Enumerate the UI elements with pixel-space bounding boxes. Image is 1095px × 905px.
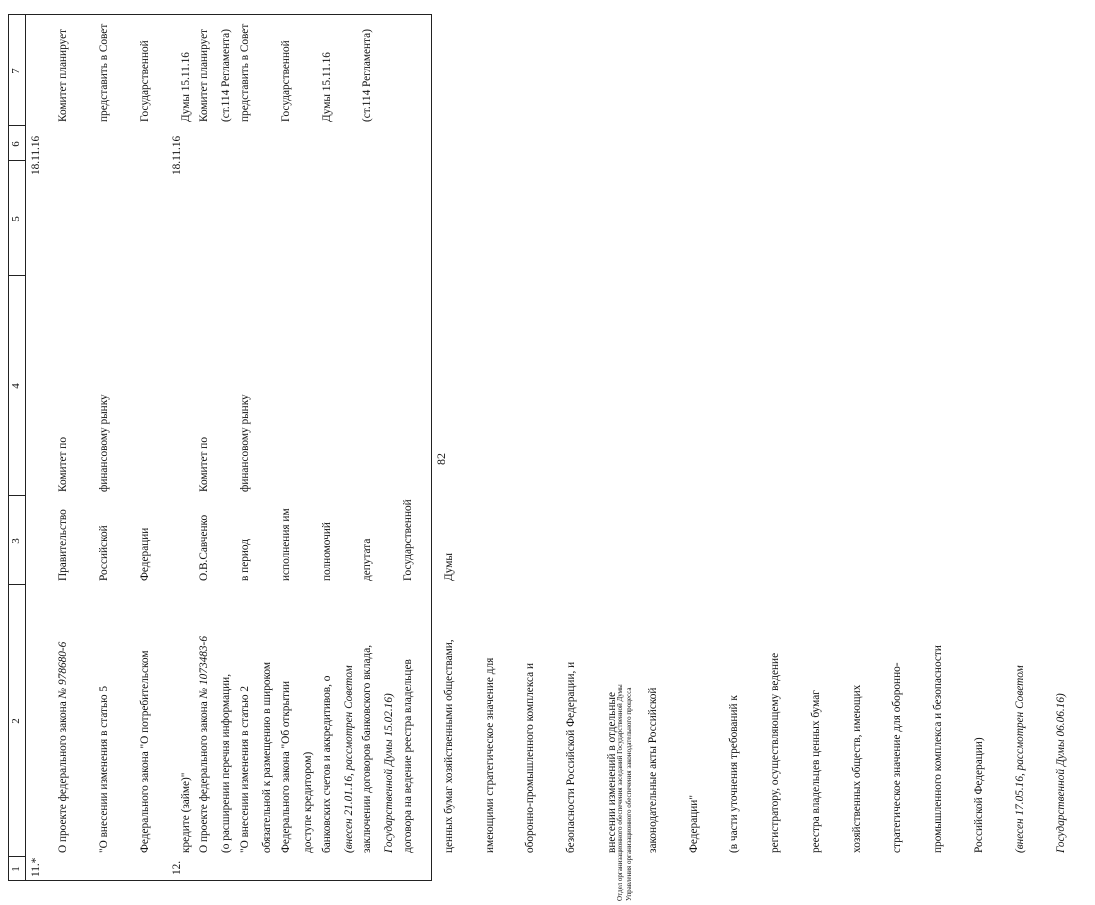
row-11-title-line-7: доступе кредитором) bbox=[301, 751, 314, 853]
row-12-bill-number: № 1073483-6 bbox=[198, 636, 211, 699]
col-border-3 bbox=[8, 495, 25, 496]
row-12-initiator bbox=[171, 499, 484, 581]
row-12-title-line: имеющими стратегическое значение для bbox=[483, 657, 496, 853]
row-12-initiator-line: в период bbox=[238, 539, 251, 581]
row-11-initiator bbox=[30, 509, 180, 581]
row-11-initiator-line: Федерации bbox=[138, 527, 151, 581]
row-12-initiator-line: Государственной bbox=[402, 499, 415, 581]
header-col-5: 5 bbox=[10, 216, 22, 222]
col-border-2 bbox=[8, 584, 25, 585]
row-11-remarks-line: представить в Совет bbox=[97, 23, 110, 122]
header-col-6: 6 bbox=[10, 141, 22, 147]
row-12-title-line: договора на ведение реестра владельцев bbox=[402, 659, 415, 853]
row-12-title-line: Федерального закона "Об открытии bbox=[279, 680, 292, 853]
row-12-remarks-line: Государственной bbox=[279, 40, 292, 122]
row-12-title-line: оборонно-промышленного комплекса и bbox=[524, 662, 537, 853]
col-border-7 bbox=[8, 14, 432, 15]
footer-line-2: Управления организационного обеспечения законодательного процесса bbox=[625, 687, 633, 901]
row-12-title-line: банковских счетов и аккредитивов, о bbox=[320, 675, 333, 853]
footer-line-1: Отдел организационного обеспечения заседаний Государственной Думы bbox=[616, 684, 624, 901]
row-12-committee bbox=[171, 394, 280, 492]
row-12-title-line: промышленного комплекса и безопасности bbox=[932, 645, 945, 853]
row-12-title-line: Федерации" bbox=[687, 795, 700, 853]
row-11-remarks-line: Комитет планирует bbox=[57, 28, 70, 122]
row-12-title-line: реестра владельцев ценных бумаг bbox=[809, 690, 822, 853]
row-12-title-line: (в части уточнения требований к bbox=[728, 695, 741, 853]
header-col-2: 2 bbox=[10, 718, 22, 724]
row-12-initiator-line: Думы bbox=[442, 553, 455, 581]
row-12-initiator-line: полномочий bbox=[320, 522, 333, 581]
row-12-title-line: хозяйственных обществ, имеющих bbox=[850, 684, 863, 853]
row-12-title-line: "О внесении изменения в статью 2 bbox=[238, 685, 251, 853]
header-col-4: 4 bbox=[10, 383, 22, 389]
row-11-title-line-3: Федерального закона "О потребительском bbox=[138, 650, 151, 853]
row-11-title-line-1: О проекте федерального закона bbox=[57, 698, 70, 853]
header-col-7: 7 bbox=[10, 68, 22, 74]
row-12-initiator-line: О.В.Савченко bbox=[198, 514, 211, 581]
row-11-initiator-line: Правительство bbox=[57, 509, 70, 581]
row-12-initiator-line: исполнения им bbox=[279, 508, 292, 581]
row-11-title-line-4: кредите (займе)" bbox=[179, 772, 192, 853]
row-11-initiator-line: Российской bbox=[97, 525, 110, 581]
row-12-title-line: ценных бумаг хозяйственными обществами, bbox=[442, 639, 455, 853]
row-11-committee-line: Комитет по bbox=[57, 436, 70, 492]
row-11-note-line-1: (внесен 21.01.16, рассмотрен Советом bbox=[342, 665, 355, 853]
row-11-date: 18.11.16 bbox=[30, 135, 42, 175]
header-col-1: 1 bbox=[10, 866, 22, 872]
row-11-remarks-line: Государственной bbox=[138, 40, 151, 122]
row-11-committee-line: финансовому рынку bbox=[97, 394, 110, 492]
row-11-bill-number: № 978680-6 bbox=[57, 641, 70, 699]
row-12-title-line: Российской Федерации) bbox=[973, 737, 986, 853]
header-col-3: 3 bbox=[10, 538, 22, 544]
row-12-title-line: заключении договоров банковского вклада, bbox=[361, 644, 374, 853]
row-11-title-line-2: "О внесении изменения в статью 5 bbox=[97, 685, 110, 853]
row-12-note-line: (внесен 17.05.16, рассмотрен Советом bbox=[1013, 665, 1026, 853]
header-bottom-border bbox=[25, 15, 26, 881]
table-top-border bbox=[8, 15, 9, 881]
row-12-initiator-line: депутата bbox=[361, 538, 374, 581]
row-11-note-line-2: Государственной Думы 15.02.16) bbox=[383, 693, 396, 853]
row-12-title-line: безопасности Российской Федерации, и bbox=[565, 661, 578, 853]
row-12-title-line-1: О проекте федерального закона bbox=[198, 698, 211, 853]
row-12-note-line: Государственной Думы 06.06.16) bbox=[1054, 693, 1067, 853]
row-11-remarks-line: Думы 15.11.16 bbox=[179, 52, 192, 122]
row-12-committee-line: Комитет по bbox=[198, 436, 211, 492]
row-12-committee-line: финансовому рынку bbox=[238, 394, 251, 492]
col-border-0 bbox=[8, 880, 432, 881]
col-border-4 bbox=[8, 275, 25, 276]
page-number: 82 bbox=[434, 453, 448, 465]
row-11-number: 11.* bbox=[30, 857, 42, 877]
row-11-title-line-6: обязательной к размещению в широком bbox=[261, 661, 274, 853]
row-12-remarks-line: (ст.114 Регламента) bbox=[361, 29, 374, 122]
row-12-title-line: стратегическое значение для оборонно- bbox=[891, 662, 904, 853]
row-12-remarks bbox=[171, 24, 402, 122]
row-12-title-line: регистратору, осуществляющему ведение bbox=[769, 652, 782, 853]
row-12-number: 12. bbox=[171, 860, 183, 875]
row-11-remarks-line: (ст.114 Регламента) bbox=[220, 29, 233, 122]
row-12-remarks-line: представить в Совет bbox=[238, 23, 251, 122]
row-12-title bbox=[171, 636, 1095, 853]
row-12-remarks-line: Думы 15.11.16 bbox=[320, 52, 333, 122]
row-11-committee bbox=[30, 394, 139, 492]
row-12-remarks-line: Комитет планирует bbox=[198, 28, 211, 122]
row-12-date: 18.11.16 bbox=[171, 135, 183, 175]
row-12-title-line: внесении изменений в отдельные bbox=[606, 692, 618, 853]
row-12-title-line: законодательные акты Российской bbox=[646, 687, 659, 853]
row-11-title-line-5: (о расширении перечня информации, bbox=[220, 673, 233, 853]
